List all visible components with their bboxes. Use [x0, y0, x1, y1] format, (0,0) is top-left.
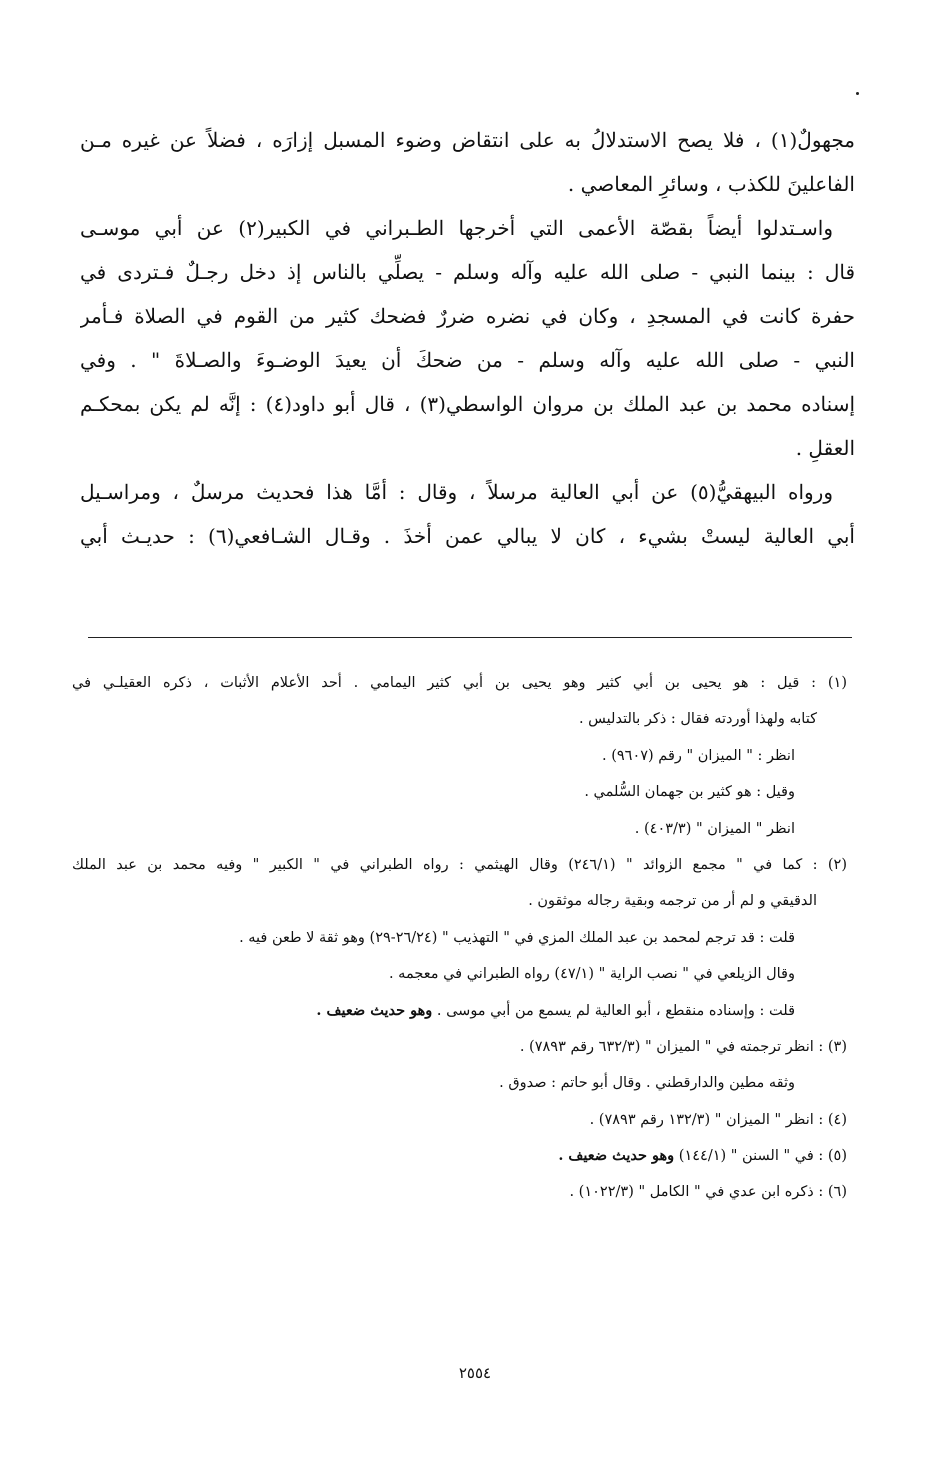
body-line-7: إسناده محمد بن عبد الملك بن مروان الواسطي(٣) ، قال أبو داود(٤) : إنَّه لم يكن بمحكـم: [80, 392, 855, 416]
footnote-2-line-5-text: قلت : وإسناده منقطع ، أبو العالية لم يسمع من أبي موسى .: [436, 1002, 795, 1019]
footnote-2-line-5: [72, 993, 847, 1029]
footnote-2-line-1: (٢) : كما في " مجمع الزوائد " (٢٤٦/١) وقال الهيثمي : رواه الطبراني في " الكبير " وفيه محمد بن عبد الملك: [72, 856, 847, 873]
body-line-1: مجهولٌ(١) ، فلا يصح الاستدلالُ به على انتقاض وضوء المسبل إزارَه ، فضلاً عن غيره مـن: [80, 128, 855, 152]
page-number: ٢٥٥٤: [458, 1364, 492, 1382]
main-text: [80, 118, 855, 558]
footnote-5-verdict: وهو حديث ضعيف .: [558, 1147, 675, 1165]
footnote-3-line-1: (٣) : انظر ترجمته في " الميزان " (٦٣٢/٣ رقم ٧٨٩٣) .: [519, 1038, 847, 1055]
footnote-5: [72, 1138, 847, 1174]
footnote-2-verdict: وهو حديث ضعيف .: [316, 1001, 433, 1019]
footnote-1-line-5: انظر " الميزان " (٤٠٣/٣) .: [634, 820, 795, 837]
body-line-3: واسـتدلوا أيضاً بقصّة الأعمى التي أخرجها الطـبراني في الكبير(٢) عن أبي موسـى: [80, 216, 833, 240]
body-line-5: حفرة كانت في المسجدِ ، وكان في نضره ضررٌ فضحك كثير من القوم في الصلاة فـأمر: [80, 304, 855, 328]
footnote-2-line-2: الدقيقي و لم أر من ترجمه وبقية رجاله موثقون .: [528, 893, 817, 910]
footnote-6: (٦) : ذكره ابن عدي في " الكامل " (١٠٢٢/٣) .: [569, 1184, 847, 1201]
footnote-1-line-1: (١) : قيل : هو يحيى بن أبي كثير وهو يحيى بن أبي كثير اليمامي . أحد الأعلام الأثبات ، ذكره العقيلـي في: [72, 675, 847, 691]
footnote-1-line-2: كتابه ولهذا أوردته فقال : ذكر بالتدليس .: [578, 711, 817, 728]
footnote-separator: [88, 637, 852, 638]
footnote-1-line-3: انظر : " الميزان " رقم (٩٦٠٧) .: [601, 747, 795, 764]
body-line-9: ورواه البيهقيُّ(٥) عن أبي العالية مرسلاً ، وقال : أمَّا هذا فحديث مرسلٌ ، ومراسـيل: [80, 480, 833, 504]
footnotes: [72, 665, 847, 1211]
body-line-4: قال : بينما النبي - صلى الله عليه وآله وسلم - يصلِّي بالناس إذ دخل رجـلٌ فـتردى في: [80, 260, 855, 284]
footnote-2-line-4: وقال الزيلعي في " نصب الراية " (٤٧/١) رواه الطبراني في معجمه .: [388, 966, 795, 983]
footnote-5-text: (٥) : في " السنن " (١٤٤/١): [678, 1148, 847, 1165]
body-line-6: النبي - صلى الله عليه وآله وسلم - من ضحكَ أن يعيدَ الوضـوءَ والصـلاةَ " . وفي: [80, 348, 855, 372]
body-line-2: الفاعلينَ للكذب ، وسائرِ المعاصي .: [567, 172, 855, 196]
footnote-4: (٤) : انظر " الميزان " (١٣٢/٣ رقم ٧٨٩٣) .: [589, 1111, 847, 1128]
footnote-2-line-3: قلت : قد ترجم لمحمد بن عبد الملك المزي في " التهذيب " (٢٦/٢٤-٢٩) وهو ثقة لا طعن فيه .: [239, 929, 795, 946]
body-line-8: العقلِ .: [795, 436, 855, 460]
margin-dot: [856, 92, 859, 95]
footnote-3-line-2: وثقه مطين والدارقطني . وقال أبو حاتم : صدوق .: [499, 1075, 795, 1092]
body-line-10: أبي العالية ليستْ بشيء ، كان لا يبالي عمن أخذَ . وقـال الشـافعي(٦) : حديـث أبي: [80, 524, 855, 548]
footnote-1-line-4: وقيل : هو كثير بن جهمان السُّلمي .: [584, 784, 795, 801]
